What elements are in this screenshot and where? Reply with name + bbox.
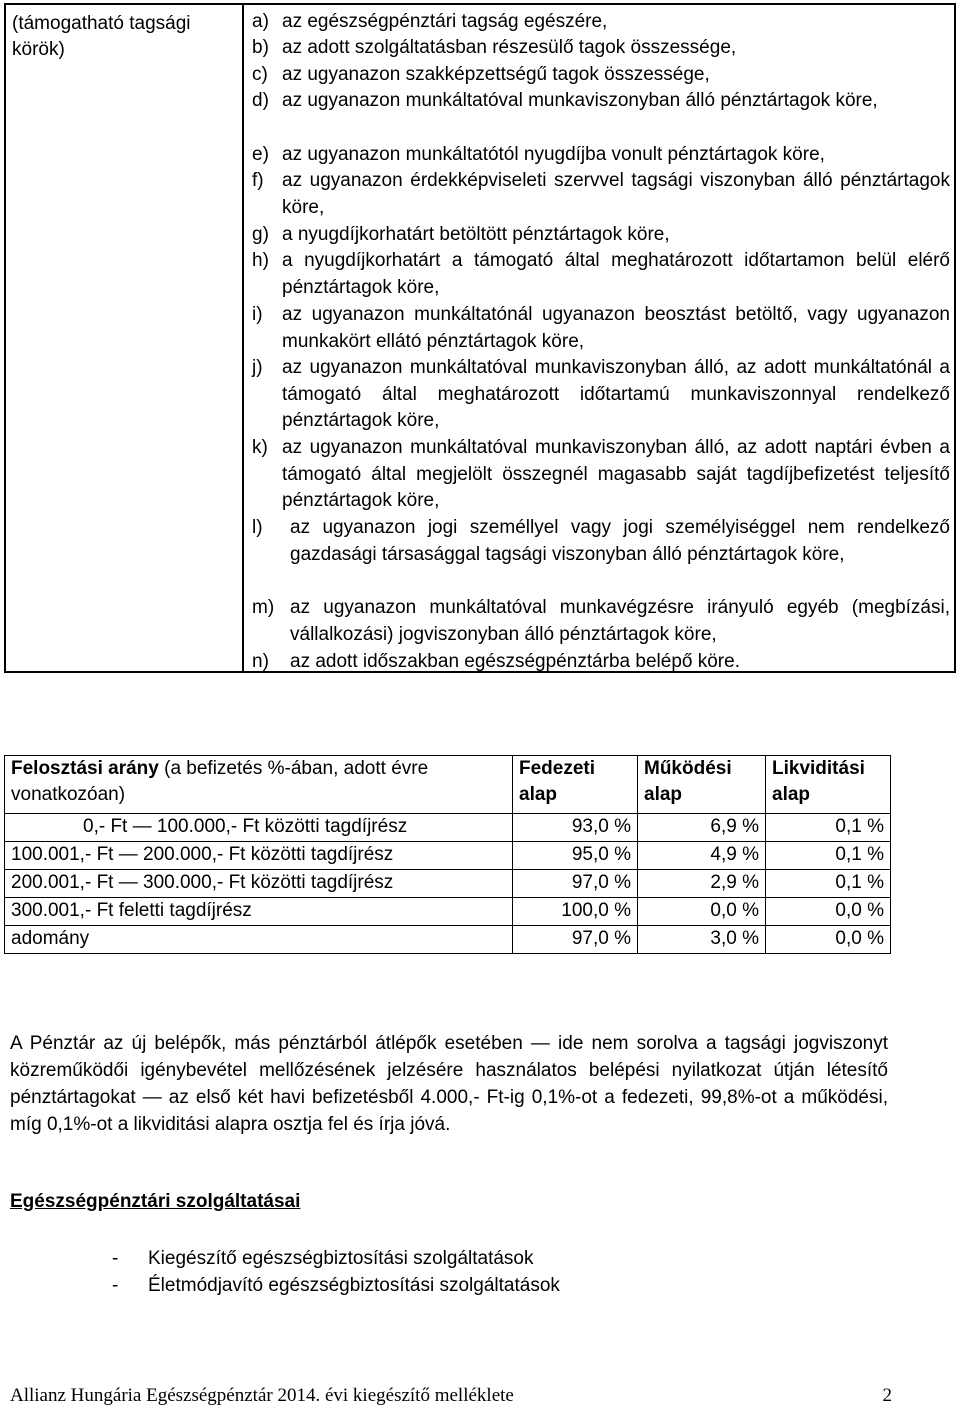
column-header: Fedezeti alap: [513, 756, 638, 814]
column-header: Likviditási alap: [766, 756, 891, 814]
page-footer: [10, 1385, 892, 1407]
list-item: l) az ugyanazon jogi személlyel vagy jogi személyiséggel nem rendelkező gazdasági társasággal tagsági viszonyban álló pénztártagok köre,: [252, 517, 950, 565]
list-item: e) az ugyanazon munkáltatótól nyugdíjba vonult pénztártagok köre,: [252, 144, 825, 165]
list-item: c) az ugyanazon szakképzettségű tagok összessége,: [252, 64, 710, 85]
section-title: Egészségpénztári szolgáltatásai: [10, 1191, 301, 1212]
list-item: n) az adott időszakban egészségpénztárba belépő köre.: [252, 651, 740, 672]
table-header-row: [5, 756, 891, 814]
page-number: 2: [882, 1385, 892, 1406]
eligible-groups-label: (támogatható tagsági körök): [6, 5, 244, 671]
allocation-table: [4, 755, 891, 954]
list-item: - Kiegészítő egészségbiztosítási szolgáltatások: [112, 1248, 534, 1269]
services-list: [112, 1245, 560, 1299]
allocation-paragraph: A Pénztár az új belépők, más pénztárból átlépők esetében — ide nem sorolva a tagsági jogviszonyt közreműködői igénybevétel mellőzésének jelzésére használatos belépési nyilatkozat útján létesítő pénztártagokat — az első két havi befizetésből 4.000,- Ft-ig 0,1%-ot a fedezeti, 99,8%-ot a működési, míg 0,1%-ot a likviditási alapra osztja fel és írja jóvá.: [10, 1033, 888, 1135]
list-item: - Életmódjavító egészségbiztosítási szolgáltatások: [112, 1275, 560, 1296]
list-item: f) az ugyanazon érdekképviseleti szervvel tagsági viszonyban álló pénztártagok köre,: [252, 170, 950, 218]
eligible-groups-table: [4, 3, 956, 673]
list-item: a) az egészségpénztári tagság egészére,: [252, 11, 608, 32]
list-item: d) az ugyanazon munkáltatóval munkaviszonyban álló pénztártagok köre,: [252, 90, 878, 111]
list-item: g) a nyugdíjkorhatárt betöltött pénztártagok köre,: [252, 224, 670, 245]
table-row: 0,- Ft — 100.000,- Ft közötti tagdíjrész 93,0 % 6,9 % 0,1 %: [5, 814, 891, 842]
list-item: h) a nyugdíjkorhatárt a támogató által meghatározott időtartamon belül elérő pénztártagok köre,: [252, 250, 950, 298]
footer-text: Allianz Hungária Egészségpénztár 2014. évi kiegészítő melléklete: [10, 1385, 514, 1406]
allocation-header: Felosztási arány (a befizetés %-ában, adott évre vonatkozóan): [5, 756, 513, 814]
list-item: i) az ugyanazon munkáltatónál ugyanazon beosztást betöltő, vagy ugyanazon munkakört ellátó pénztártagok köre,: [252, 304, 950, 352]
eligible-groups-list: [246, 5, 954, 671]
list-item: j) az ugyanazon munkáltatóval munkaviszonyban álló, az adott munkáltatónál a támogató által meghatározott időtartamú munkaviszonnyal rendelkező pénztártagok köre,: [252, 357, 950, 431]
table-row: 100.001,- Ft — 200.000,- Ft közötti tagdíjrész 95,0 % 4,9 % 0,1 %: [5, 842, 891, 870]
column-header: Működési alap: [638, 756, 766, 814]
list-item: b) az adott szolgáltatásban részesülő tagok összessége,: [252, 37, 737, 58]
table-row: 200.001,- Ft — 300.000,- Ft közötti tagdíjrész 97,0 % 2,9 % 0,1 %: [5, 870, 891, 898]
table-row: adomány 97,0 % 3,0 % 0,0 %: [5, 926, 891, 954]
list-item: k) az ugyanazon munkáltatóval munkaviszonyban álló, az adott naptári évben a támogató által megjelölt összegnél magasabb saját tagdíjbefizetést teljesítő pénztártagok köre,: [252, 437, 950, 511]
table-row: 300.001,- Ft feletti tagdíjrész 100,0 % 0,0 % 0,0 %: [5, 898, 891, 926]
list-item: m) az ugyanazon munkáltatóval munkavégzésre irányuló egyéb (megbízási, vállalkozási) jogviszonyban álló pénztártagok köre,: [252, 597, 950, 645]
